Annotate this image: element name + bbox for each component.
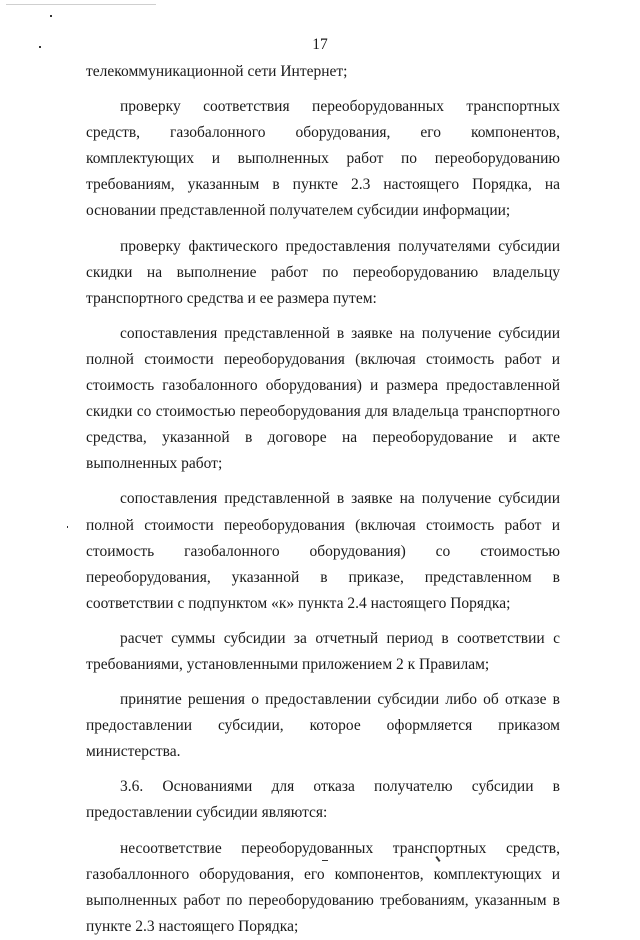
page-number: 17 — [312, 36, 328, 53]
paragraph: сопоставления представленной в заявке на получение субсидии полной стоимости переоборудования (включая стоимость работ и стоимость газобалонного оборудования) со стоимостью переоборудования, указанной в приказе, представленном в соответствии с подпунктом «к» пункта 2.4 настоящего Порядка; — [86, 490, 560, 612]
paragraph: расчет суммы субсидии за отчетный период в соответствии с требованиями, установленными приложением 2 к Правилам; — [86, 629, 560, 673]
paragraph-gap — [86, 477, 560, 486]
paragraph: телекоммуникационной сети Интернет; — [86, 63, 348, 80]
paragraph-gap — [86, 225, 560, 234]
paragraph-gap — [86, 765, 560, 774]
paragraph: сопоставления представленной в заявке на получение субсидии полной стоимости переоборудования (включая стоимость работ и стоимость газобалонного оборудования) и размера предоставленной скидки со стоимостью переоборудования для владельца транспортного средства, указанной в договоре на переоборудование и акте выполненных работ; — [86, 324, 560, 473]
scan-speck — [50, 15, 52, 17]
paragraph: принятие решения о предоставлении субсидии либо об отказе в предоставлении субсидии, которое оформляется приказом министерства. — [86, 691, 560, 761]
scan-edge-line — [6, 4, 156, 5]
paragraph-gap — [86, 827, 560, 836]
paragraph-gap — [86, 617, 560, 626]
paragraph-gap — [86, 678, 560, 687]
paragraph-gap — [86, 85, 560, 94]
paragraph: 3.6. Основаниями для отказа получателю субсидии в предоставлении субсидии являются: — [86, 778, 560, 822]
paragraph: проверку соответствия переоборудованных транспортных средств, газобалонного оборудования, его компонентов, комплектующих и выполненных работ по переоборудованию требованиям, указанным в пункте 2.3 настоящего Порядка, на основании представленной получателем субсидии информации; — [86, 98, 560, 220]
document-body — [86, 59, 560, 940]
scan-speck — [67, 526, 68, 528]
paragraph: несоответствие переоборудованных транспортных средств, газобаллонного оборудования, его компонентов, комплектующих и выполненных работ по переоборудованию требованиям, указанным в пункте 2.3 настоящего Порядка; — [86, 839, 560, 935]
paragraph: проверку фактического предоставления получателями субсидии скидки на выполнение работ по переоборудованию владельцу транспортного средства и ее размера путем: — [86, 237, 560, 307]
paragraph-gap — [86, 312, 560, 321]
